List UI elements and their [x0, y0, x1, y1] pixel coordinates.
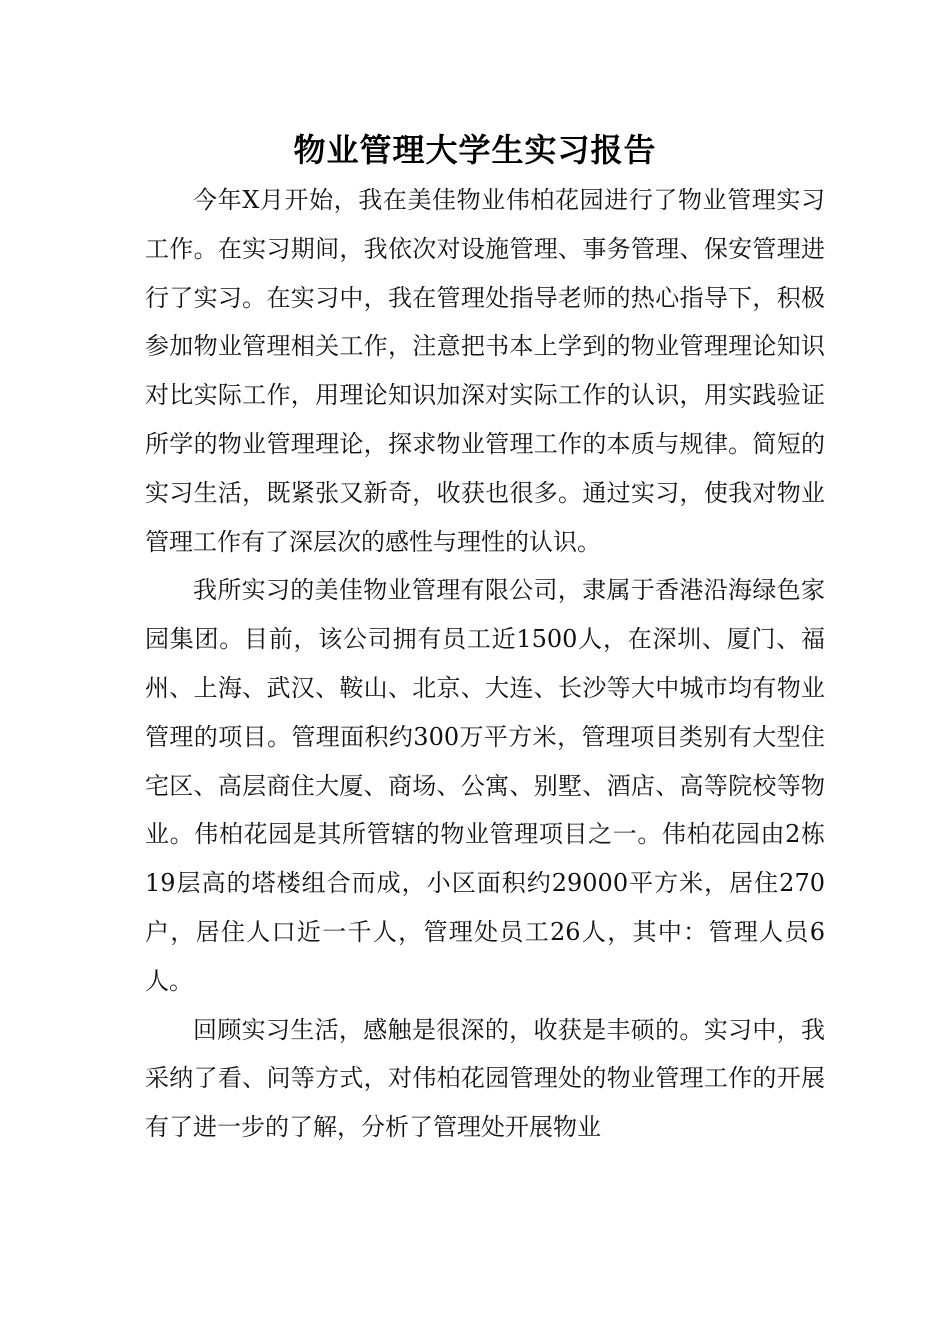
paragraph-1: 今年X月开始，我在美佳物业伟柏花园进行了物业管理实习工作。在实习期间，我依次对设施管理、事务管理、保安管理进行了实习。在实习中，我在管理处指导老师的热心指导下，积极参加物业管理相关工作，注意把书本上学到的物业管理理论知识对比实际工作，用理论知识加深对实际工作的认识，用实践验证所学的物业管理理论，探求物业管理工作的本质与规律。简短的实习生活，既紧张又新奇，收获也很多。通过实习，使我对物业管理工作有了深层次的感性与理性的认识。 — [145, 186, 825, 556]
document-body — [145, 176, 825, 1152]
paragraph-2: 我所实习的美佳物业管理有限公司，隶属于香港沿海绿色家园集团。目前，该公司拥有员工近1500人，在深圳、厦门、福州、上海、武汉、鞍山、北京、大连、长沙等大中城市均有物业管理的项目。管理面积约300万平方米，管理项目类别有大型住宅区、高层商住大厦、商场、公寓、别墅、酒店、高等院校等物业。伟柏花园是其所管辖的物业管理项目之一。伟柏花园由2栋19层高的塔楼组合而成，小区面积约29000平方米，居住270户，居住人口近一千人，管理处员工26人，其中：管理人员6人。 — [145, 576, 825, 995]
document-title: 物业管理大学生实习报告 — [293, 131, 657, 169]
paragraph-3: 回顾实习生活，感触是很深的，收获是丰硕的。实习中，我采纳了看、问等方式，对伟柏花园管理处的物业管理工作的开展有了进一步的了解，分析了管理处开展物业 — [145, 1015, 825, 1142]
